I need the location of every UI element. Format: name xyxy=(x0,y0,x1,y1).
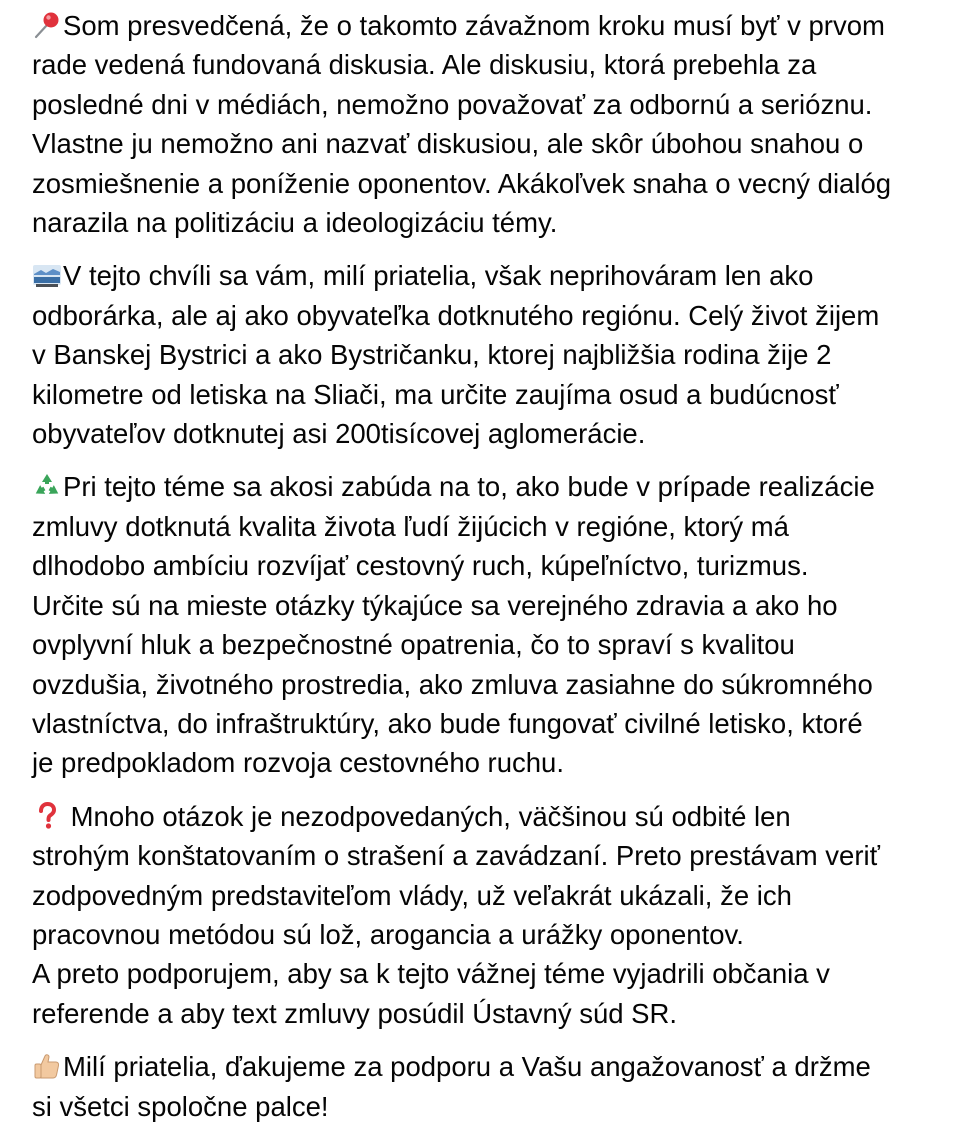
text-line: vlastníctva, do infraštruktúry, ako bude fungovať civilné letisko, ktoré xyxy=(32,707,863,739)
text-line: ovzdušia, životného prostredia, ako zmluva zasiahne do súkromného xyxy=(32,668,873,700)
text-line: obyvateľov dotknutej asi 200tisícovej aglomerácie. xyxy=(32,418,646,450)
text-line: A preto podporujem, aby sa k tejto vážnej téme vyjadrili občania v xyxy=(32,958,830,990)
text-line: narazila na politizáciu a ideologizáciu témy. xyxy=(32,207,558,239)
paragraph-questions xyxy=(32,797,952,1033)
text-line: Určite sú na mieste otázky týkajúce sa verejného zdravia a ako ho xyxy=(32,589,838,621)
paragraph-quality-of-life xyxy=(32,467,952,782)
text-line: je predpokladom rozvoja cestovného ruchu. xyxy=(32,747,564,779)
text-line: kilometre od letiska na Sliači, ma určite zaujíma osud a budúcnosť xyxy=(32,378,839,410)
text-line: zodpovedným predstaviteľom vlády, už veľakrát ukázali, že ich xyxy=(32,879,792,911)
text-line: Milí priatelia, ďakujeme za podporu a Vašu angažovanosť a držme xyxy=(32,1047,952,1086)
recycling-icon xyxy=(32,471,62,501)
text-line: si všetci spoločne palce! xyxy=(32,1090,329,1122)
paragraph-thanks xyxy=(32,1047,952,1126)
text-line: pracovnou metódou sú lož, arogancia a urážky oponentov. xyxy=(32,918,744,950)
paragraph-region xyxy=(32,256,952,453)
text-line: v Banskej Bystrici a ako Bystričanku, ktorej najbližšia rodina žije 2 xyxy=(32,339,832,371)
text-line: Pri tejto téme sa akosi zabúda na to, ako bude v prípade realizácie xyxy=(32,467,952,506)
cityscape-icon xyxy=(32,260,62,290)
text-line: posledné dni v médiách, nemožno považovať za odbornú a serióznu. xyxy=(32,88,873,120)
text-line: odborárka, ale aj ako obyvateľka dotknutého regiónu. Celý život žijem xyxy=(32,299,880,331)
text-line: zmluvy dotknutá kvalita života ľudí žijúcich v regióne, ktorý má xyxy=(32,510,789,542)
question-mark-icon xyxy=(32,801,62,831)
text-line: Vlastne ju nemožno ani nazvať diskusiou, ale skôr úbohou snahou o xyxy=(32,128,864,160)
text-line: Som presvedčená, že o takomto závažnom kroku musí byť v prvom xyxy=(32,6,952,45)
text-line: dlhodobo ambíciu rozvíjať cestovný ruch, kúpeľníctvo, turizmus. xyxy=(32,550,809,582)
paragraph-intro xyxy=(32,6,952,242)
text-line: rade vedená fundovaná diskusia. Ale diskusiu, ktorá prebehla za xyxy=(32,49,817,81)
text-line: Mnoho otázok je nezodpovedaných, väčšinou sú odbité len xyxy=(32,797,952,836)
post-body xyxy=(32,6,952,1140)
thumbs-up-icon xyxy=(32,1051,62,1081)
round-pushpin-icon xyxy=(32,10,62,40)
text-line: strohým konštatovaním o strašení a zavádzaní. Preto prestávam veriť xyxy=(32,840,880,872)
text-line: referende a aby text zmluvy posúdil Ústavný súd SR. xyxy=(32,997,678,1029)
text-line: ovplyvní hluk a bezpečnostné opatrenia, čo to spraví s kvalitou xyxy=(32,629,795,661)
text-line: zosmiešnenie a poníženie oponentov. Akákoľvek snaha o vecný dialóg xyxy=(32,167,892,199)
text-line: V tejto chvíli sa vám, milí priatelia, však neprihováram len ako xyxy=(32,256,952,295)
